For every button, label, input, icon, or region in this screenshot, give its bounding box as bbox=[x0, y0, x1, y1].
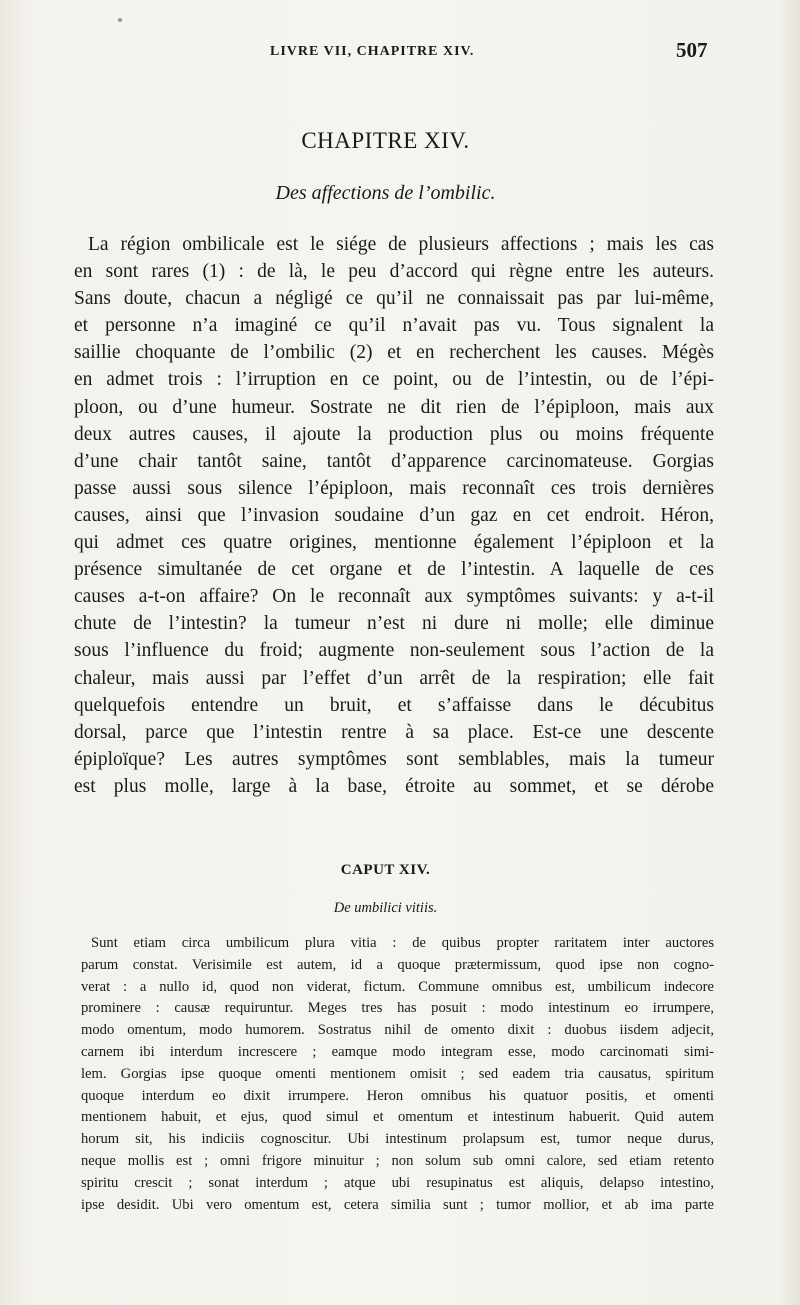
latin-line: carnem ibi interdum increscere ; eamque modo integram esse, modo carcinomati simi- bbox=[81, 1043, 714, 1060]
latin-section-subtitle: De umbilici vitiis. bbox=[333, 900, 438, 916]
french-line: Sans doute, chacun a négligé ce qu’il ne connaissait pas par lui-même, bbox=[74, 288, 714, 310]
page-number: 507 bbox=[676, 38, 708, 62]
french-paragraph bbox=[74, 231, 714, 800]
french-line: causes a-t-on affaire? On le reconnaît aux symptômes suivants: y a-t-il bbox=[74, 586, 714, 608]
french-line: épiploïque? Les autres symptômes sont semblables, mais la tumeur bbox=[74, 748, 714, 770]
french-line: deux autres causes, il ajoute la production plus ou moins fréquente bbox=[74, 423, 714, 445]
french-line: qui admet ces quatre origines, mentionne également l’épiploon et la bbox=[74, 532, 714, 554]
latin-line: prominere : causæ requiruntur. Meges tres has posuit : modo intestinum eo irrumpere, bbox=[81, 1000, 714, 1017]
latin-line: verat : a nullo id, quod non viderat, fictum. Commune omnibus est, umbilicum indecore bbox=[81, 978, 714, 995]
latin-line: Sunt etiam circa umbilicum plura vitia : de quibus propter raritatem inter auctores bbox=[91, 935, 714, 951]
latin-line: lem. Gorgias ipse quoque omenti mentionem omisit ; sed eadem tria causatus, spiritum bbox=[81, 1065, 714, 1082]
latin-paragraph bbox=[81, 933, 714, 1216]
chapter-subtitle: Des affections de l’ombilic. bbox=[275, 182, 496, 204]
french-line: sous l’influence du froid; augmente non-seulement sous l’action de la bbox=[74, 640, 714, 662]
french-line: et personne n’a imaginé ce qu’il n’avait pas vu. Tous signalent la bbox=[74, 315, 714, 337]
french-line: La région ombilicale est le siége de plusieurs affections ; mais les cas bbox=[88, 234, 714, 255]
french-line: chute de l’intestin? la tumeur n’est ni dure ni molle; elle diminue bbox=[74, 613, 714, 635]
french-line: passe aussi sous silence l’épiploon, mais reconnaît ces trois dernières bbox=[74, 477, 714, 499]
french-line: en admet trois : l’irruption en ce point, ou de l’intestin, ou de l’épi- bbox=[74, 369, 714, 391]
french-line: causes, ainsi que l’invasion soudaine d’un gaz en cet endroit. Héron, bbox=[74, 504, 714, 526]
latin-line: parum constat. Verisimile est autem, id a quoque prætermissum, quod ipse non cogno- bbox=[81, 956, 714, 973]
latin-line: horum sit, his indiciis cognoscitur. Ubi intestinum prolapsum est, tumor neque durus, bbox=[81, 1131, 714, 1148]
french-line: présence simultanée de cet organe et de l’intestin. A laquelle de ces bbox=[74, 559, 714, 581]
margin-dot bbox=[118, 18, 122, 22]
french-line: quelquefois entendre un bruit, et s’affaisse dans le décubitus bbox=[74, 694, 714, 716]
french-line: chaleur, mais aussi par l’effet d’un arrêt de la respiration; elle fait bbox=[74, 667, 714, 689]
french-line: dorsal, parce que l’intestin rentre à sa place. Est-ce une descente bbox=[74, 721, 714, 743]
latin-line: mentionem habuit, et ejus, quod simul et omentum et intestinum habuerit. Quid autem bbox=[81, 1109, 714, 1126]
latin-line: modo omentum, modo humorem. Sostratus nihil de omento dixit : duobus iisdem adjecit, bbox=[81, 1022, 714, 1039]
french-line: saillie choquante de l’ombilic (2) et en recherchent les causes. Mégès bbox=[74, 342, 714, 364]
latin-section-title: CAPUT XIV. bbox=[340, 862, 431, 878]
chapter-title: CHAPITRE XIV. bbox=[301, 128, 470, 153]
running-head: LIVRE VII, CHAPITRE XIV. bbox=[270, 44, 475, 59]
french-line: en sont rares (1) : de là, le peu d’accord qui règne entre les auteurs. bbox=[74, 261, 714, 283]
latin-line: ipse desidit. Ubi vero omentum est, cetera similia sunt ; tumor mollior, et ab ima parte bbox=[81, 1196, 714, 1213]
french-line: est plus molle, large à la base, étroite au sommet, et se dérobe bbox=[74, 775, 714, 797]
latin-line: quoque interdum eo dixit irrumpere. Heron omnibus his quatuor positis, et omenti bbox=[81, 1087, 714, 1104]
latin-line: neque mollis est ; omni frigore minuitur ; non solum sub omni calore, sed etiam retento bbox=[81, 1152, 714, 1169]
latin-line: spiritu crescit ; sonat interdum ; atque ubi resupinatus est aliquis, delapso intestino, bbox=[81, 1174, 714, 1191]
french-line: ploon, ou d’une humeur. Sostrate ne dit rien de l’épiploon, mais aux bbox=[74, 396, 714, 418]
french-line: d’une chair tantôt saine, tantôt d’apparence carcinomateuse. Gorgias bbox=[74, 450, 714, 472]
